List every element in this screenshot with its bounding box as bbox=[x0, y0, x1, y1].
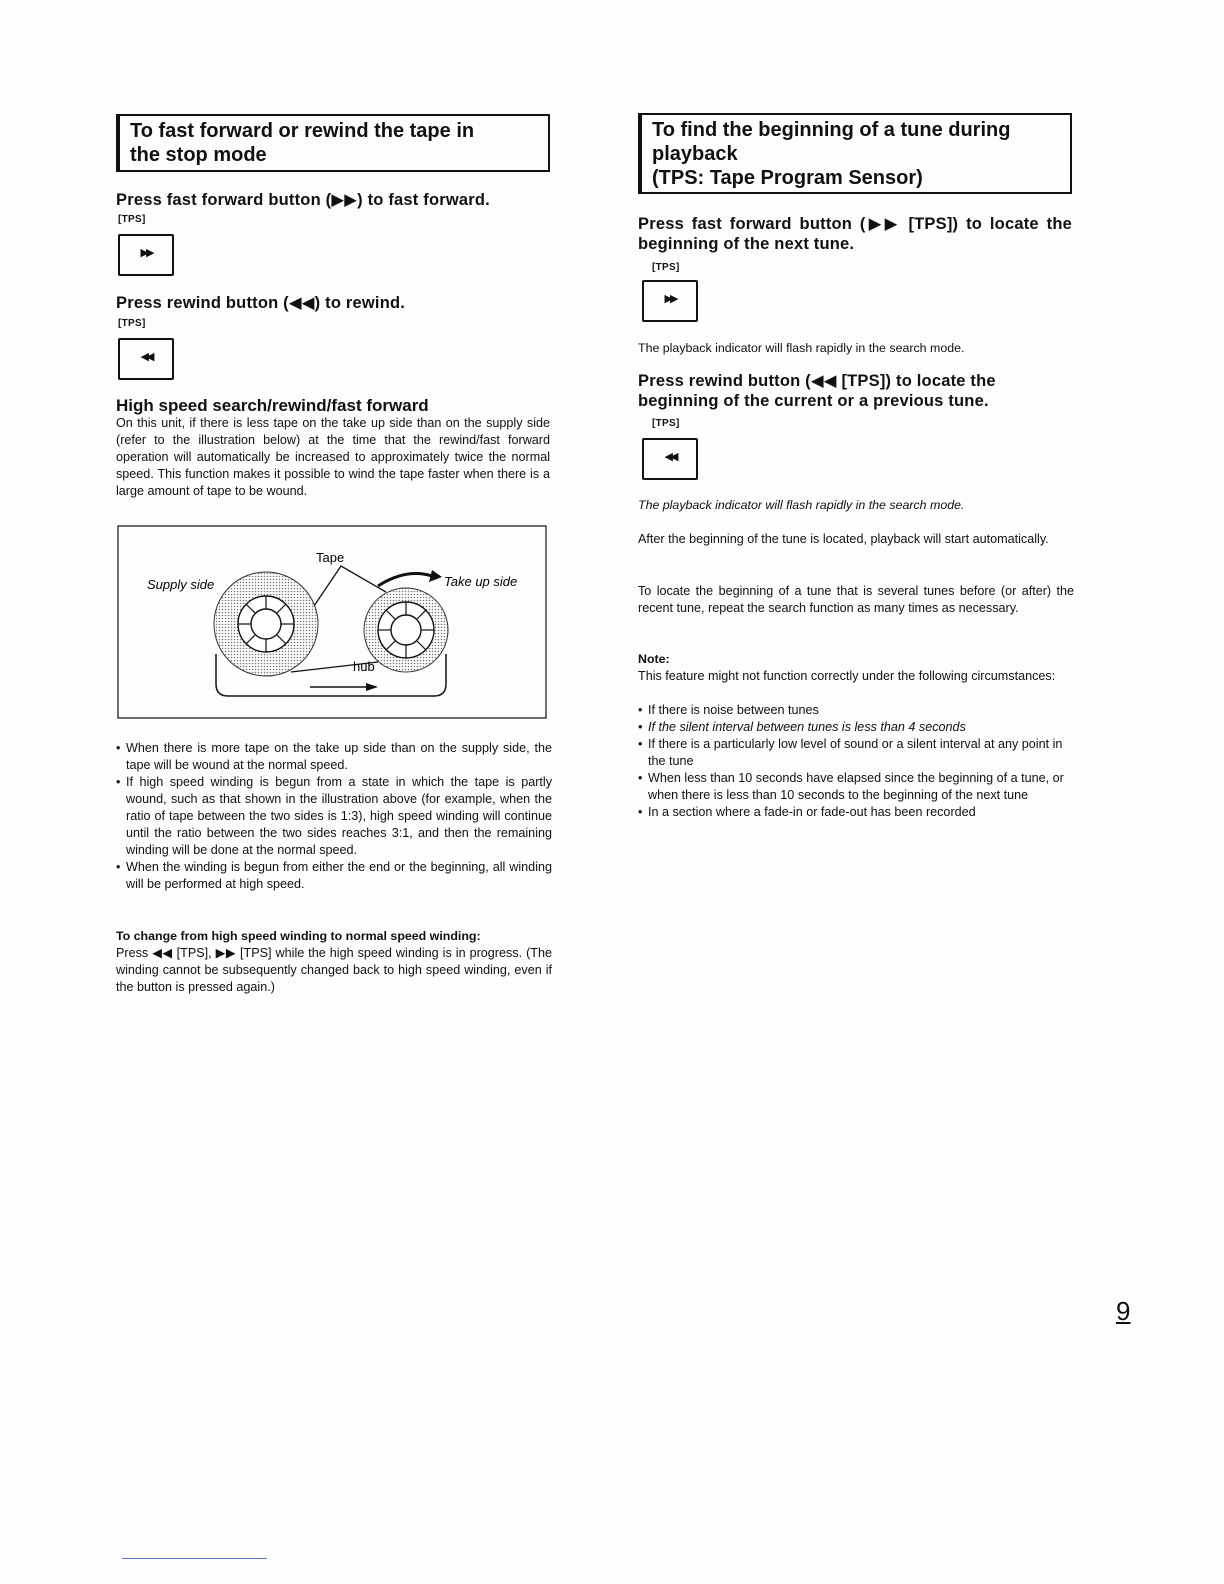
ff-instruction: Press fast forward button (▶▶) to fast forward. bbox=[116, 191, 490, 209]
tape-movement-arrow-icon bbox=[366, 683, 378, 691]
list-item: • In a section where a fade-in or fade-out has been recorded bbox=[638, 805, 976, 819]
tape-winding-illustration bbox=[116, 524, 556, 722]
list-item: • When the winding is begun from either the end or the beginning, all winding will be performed at high speed. bbox=[116, 860, 552, 891]
rewind-button bbox=[118, 338, 174, 380]
winding-direction-arrow bbox=[378, 574, 432, 586]
right-heading-line-2: playback bbox=[652, 143, 738, 165]
change-speed-title: To change from high speed winding to normal speed winding: bbox=[116, 929, 481, 943]
take-up-side-label: Take up side bbox=[444, 574, 518, 589]
page-number: 9 bbox=[1116, 1296, 1131, 1326]
tape-label: Tape bbox=[316, 550, 345, 565]
list-item: • If the silent interval between tunes is less than 4 seconds bbox=[638, 720, 966, 734]
tps-label: [TPS] bbox=[118, 318, 146, 329]
tps-rw-instruction: Press rewind button (◀◀ [TPS]) to locate the beginning of the current or a previous tune. bbox=[638, 372, 996, 410]
left-section-heading bbox=[116, 114, 550, 172]
right-heading-line-3: (TPS: Tape Program Sensor) bbox=[652, 167, 923, 189]
arrow-head-icon bbox=[429, 570, 442, 582]
right-heading-line-1: To find the beginning of a tune during bbox=[652, 119, 1011, 141]
note-intro: This feature might not function correctly under the following circumstances: bbox=[638, 669, 1056, 683]
take-up-reel bbox=[364, 588, 448, 672]
fast-forward-button bbox=[118, 234, 174, 276]
note-title: Note: bbox=[638, 652, 670, 666]
note-conditions-list bbox=[638, 702, 1074, 821]
tps-fast-forward-button bbox=[642, 280, 698, 322]
high-speed-body: On this unit, if there is less tape on the take up side than on the supply side (refer to the illustration below) at the time that the rewind/fast forward operation will automatically be increased to approximately twice the normal speed. This function makes it possible to wind the tape faster when there is a large amount of tape to be wound. bbox=[116, 416, 550, 498]
tps-rewind-button bbox=[642, 438, 698, 480]
rewind-icon: ◀◀ bbox=[140, 351, 152, 363]
supply-side-label: Supply side bbox=[147, 577, 215, 592]
tps-label: [TPS] bbox=[652, 262, 680, 273]
fast-forward-icon: ▶▶ bbox=[140, 247, 152, 259]
list-item: • When there is more tape on the take up side than on the supply side, the tape will be wound at the normal speed. bbox=[116, 741, 552, 772]
left-heading-line-2: the stop mode bbox=[130, 144, 267, 166]
hub-label: hub bbox=[353, 659, 375, 674]
footer-rule bbox=[122, 1558, 267, 1559]
fast-forward-icon: ▶▶ bbox=[664, 293, 676, 305]
tps-ff-instruction: Press fast forward button (▶▶ [TPS]) to locate the beginning of the next tune. bbox=[638, 215, 1072, 253]
winding-notes-list bbox=[116, 740, 552, 893]
right-section-heading bbox=[638, 113, 1072, 194]
list-item: • If high speed winding is begun from a state in which the tape is partly wound, such as that shown in the illustration above (for example, when the ratio of tape between the two sides is 1:3), high speed winding will continue until the ratio between the two sides reaches 3:1, and then the remaining winding will be done at the normal speed. bbox=[116, 775, 552, 857]
rw-search-note: The playback indicator will flash rapidly in the search mode. bbox=[638, 498, 965, 512]
repeat-search-text: To locate the beginning of a tune that is several tunes before (or after) the recent tune, repeat the search function as many times as necessary. bbox=[638, 584, 1074, 615]
ff-search-note: The playback indicator will flash rapidly in the search mode. bbox=[638, 341, 965, 355]
rw-instruction: Press rewind button (◀◀) to rewind. bbox=[116, 294, 406, 312]
tps-label: [TPS] bbox=[118, 214, 146, 225]
rewind-icon: ◀◀ bbox=[664, 451, 676, 463]
list-item: • If there is a particularly low level of sound or a silent interval at any point in the tune bbox=[638, 737, 1063, 768]
change-speed-body: Press ◀◀ [TPS], ▶▶ [TPS] while the high speed winding is in progress. (The winding cannot be subsequently changed back to high speed winding, even if the button is pressed again.) bbox=[116, 946, 552, 994]
left-heading-line-1: To fast forward or rewind the tape in bbox=[130, 120, 475, 142]
list-item: • If there is noise between tunes bbox=[638, 703, 819, 717]
tps-label: [TPS] bbox=[652, 418, 680, 429]
high-speed-title: High speed search/rewind/fast forward bbox=[116, 396, 429, 415]
list-item: • When less than 10 seconds have elapsed since the beginning of a tune, or when there is less than 10 seconds to the beginning of the next tune bbox=[638, 771, 1064, 802]
auto-play-text: After the beginning of the tune is located, playback will start automatically. bbox=[638, 532, 1049, 546]
supply-reel bbox=[214, 572, 318, 676]
